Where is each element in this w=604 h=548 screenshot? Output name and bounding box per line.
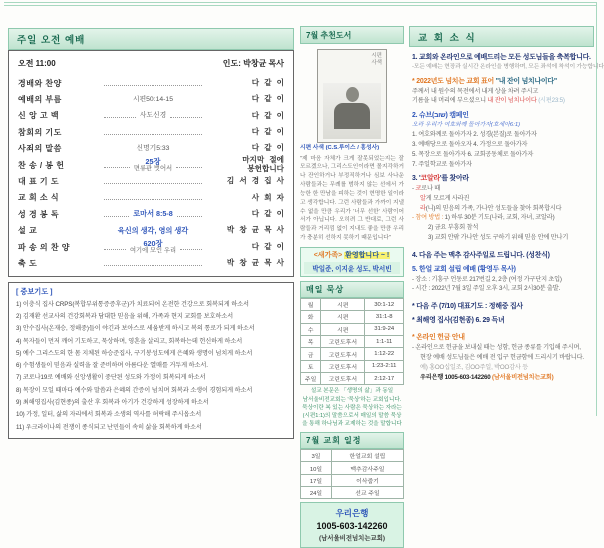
worship-leader: 인도: 박창균 목사: [222, 59, 284, 68]
offering-line-1: - 온라인으로 헌금을 보내실 때는 성함, 헌금 종류를 기입해 주시며,: [412, 344, 581, 352]
book-cover: [317, 49, 387, 143]
item-performer: 박 창 균 목 사: [226, 225, 284, 235]
baby-news: * 최해영 집사(김현종) 6. 29 득녀: [412, 317, 505, 325]
item-title: 설 교: [18, 226, 38, 236]
news-item-2-title: 2. 슈브(שוב) 캠페인: [412, 111, 469, 119]
item-title: 축 도: [18, 258, 38, 268]
item-performer: 다 같 이: [251, 208, 284, 218]
table-row: 화 시편 31:1-8: [301, 311, 404, 323]
item-title: 성 경 봉 독: [18, 209, 60, 219]
prayer-item: 1) 이충식 집사 CRPS(복합부위통증증후군)가 치료되어 온전한 건강으로 회복되게 하소서: [16, 300, 249, 308]
news-item-4-title: 4. 다음 주는 맥추 감사주일로 드립니다. (성찬식): [412, 251, 550, 259]
bank-name: 우리은행: [335, 508, 369, 519]
join-method-line-3: 3) 교회 안팎 가나안 성도 구하기 위해 믿음 안에 만나기: [428, 234, 569, 242]
worship-row: [18, 108, 284, 124]
top-rule: [4, 2, 596, 6]
item-performer: 다 같 이: [251, 77, 284, 87]
prayer-item: 7) 코로나19로 예배와 신앙생활이 중단된 성도와 가정이 회복되게 하소서: [16, 374, 206, 382]
worship-time-row: [18, 56, 284, 75]
motto-verse-line1: 주께서 내 원수의 목전에서 내게 상을 차려 주시고: [412, 87, 539, 95]
item-performer: 다 같 이: [251, 94, 284, 104]
scripture-ref: 신명기5:33: [136, 145, 170, 153]
offering-example: 예) 홍OO십일조, 김OO주일, 박OO감사 등: [420, 364, 528, 371]
dotted-leader: [104, 117, 136, 118]
worship-row: [18, 91, 284, 107]
item-performer: 박 창 균 목 사: [226, 258, 284, 268]
item-title: 찬 송 / 봉 헌: [18, 160, 65, 170]
worship-row: [18, 173, 284, 189]
worship-row: [18, 190, 284, 206]
table-row: 10일 맥추감사주일: [301, 462, 404, 474]
sermon-title: 육신의 생각, 영의 생각: [117, 225, 189, 235]
worship-row: [18, 223, 284, 239]
table-row: 토 고린도후서 1:23-2:11: [301, 360, 404, 372]
koala-line-2: 알게 모르게 사라진: [420, 194, 470, 202]
worship-row: [18, 255, 284, 271]
prayer-item: 5) 예수 그리스도의 한 몸 지체된 하승준집사, 구기봉성도에게 은혜와 생명이 넘치게 하소서: [16, 349, 253, 357]
offering-line-2: 현장 예배 성도님들은 예배 전 입구 헌금함에 드리시기 바랍니다.: [420, 354, 584, 362]
table-row: 수 시편 31:9-24: [301, 323, 404, 335]
author-photo: [323, 83, 381, 139]
prayer-item: 11) 우크라이나의 전쟁이 종식되고 난민들이 속히 삶을 회복하게 하소서: [16, 423, 202, 431]
item-performer: 다 같 이: [251, 241, 284, 251]
join-method-line-1: - 참여 방법 : 1) 하루 30분 기도(나라, 교회, 자녀, 코알라): [412, 214, 555, 222]
campaign-line: 3. 예배당으로 돌아오자 4. 가정으로 돌아가자: [412, 140, 528, 148]
dotted-leader: [104, 134, 153, 135]
dotted-leader: [104, 167, 130, 168]
church-news-column: [409, 26, 604, 548]
campaign-line: 7. 주일학교로 돌아가자: [412, 160, 472, 168]
item-title: 신 앙 고 백: [18, 111, 60, 121]
prayer-item: 3) 안수집사(온재승, 정해중)들이 야긴과 보아스로 세움받게 하시고 복의 통로가 되게 하소서: [16, 325, 255, 333]
right-page: [300, 26, 604, 548]
item-title: 예배의 부름: [18, 95, 62, 105]
hymn-title: 면류관 벗어서: [133, 164, 173, 172]
item-performer: 김 서 경 집 사: [226, 176, 284, 186]
join-method-line-2: 2) 금요 부흥회 참석: [428, 224, 479, 232]
offering-account-line: 우리은행 1005-603-142260 (남서울비전넘치는교회): [420, 373, 554, 381]
creed-name: 사도신경: [139, 112, 167, 120]
item-title: 파 송 의 찬 양: [18, 242, 71, 252]
news-item-3-title: 3. '코알라'를 찾아라: [412, 175, 469, 183]
dotted-leader: [104, 183, 153, 184]
table-row: 주일 고린도후서 2:12-17: [301, 373, 404, 385]
bank-info-box: [300, 502, 404, 548]
prayer-item: 8) 목장이 모일 때마다 예수와 말씀과 은혜의 간증이 넘치며 회복과 소생이 경험되게 하소서: [16, 386, 253, 394]
news-item-5-place: - 장소 : 기흥구 언동로 217번길 2, 2층 (여정 가구단지 초입): [412, 275, 562, 283]
new-family-box: [300, 247, 404, 277]
news-item-5-time: - 시간 : 2022년 7월 3일 주일 오후 3시, 교회 2시30분 출발.: [412, 285, 560, 293]
bank-account-holder: (남서울비전넘치는교회): [319, 535, 385, 543]
scripture-ref: 로마서 8:5-8: [133, 209, 173, 219]
item-title: 교 회 소 식: [18, 193, 60, 203]
church-motto: * 2022년도 넘치는 교회 표어 "내 잔이 넘치나이다": [412, 77, 557, 85]
left-page: [8, 28, 294, 439]
worship-header: 주일 오전 예배: [8, 28, 294, 50]
new-family-welcome: 환영합니다 ~ !: [345, 251, 390, 259]
dotted-leader: [104, 216, 129, 217]
bank-account-number: 1005-603-142260: [316, 521, 388, 532]
book-caption: 시편 사색 (C.S.루이스 / 홍성사): [300, 145, 380, 151]
item-title: 대 표 기 도: [18, 177, 60, 187]
worship-order-box: [8, 50, 294, 277]
sidebar-recommended-books: [300, 26, 404, 548]
table-row: 17일 이삭줍기: [301, 474, 404, 486]
intercession-box: [8, 282, 294, 439]
schedule-table: [300, 449, 404, 500]
dotted-leader: [104, 199, 153, 200]
prayer-item: 10) 가정, 일터, 삶의 자리에서 회복과 소생의 역사를 허락해 주시옵소서: [16, 411, 202, 419]
table-row: 목 고린도후서 1:1-11: [301, 335, 404, 347]
table-row: 3일 한얼교회 설립: [301, 449, 404, 461]
koala-line-3: 라(니)의 믿음의 가족, 가나안 성도들을 찾아 회복합시다: [420, 204, 562, 212]
next-week-prayer: * 다음 주 (7/10) 대표기도 : 정해중 집사: [412, 302, 523, 310]
prayer-item: 6) 수험생들이 믿음과 실력을 잘 준비하며 아름다운 열매를 거두게 하소서.: [16, 362, 208, 370]
hymn-number: 25장: [145, 156, 161, 166]
worship-row: [18, 124, 284, 140]
worship-time: 오전 11:00: [18, 59, 56, 68]
worship-row: [18, 75, 284, 91]
dotted-leader: [104, 265, 153, 266]
author-head-silhouette: [346, 87, 359, 102]
devotion-header: 매일 묵상: [300, 281, 404, 298]
worship-row: [18, 239, 284, 255]
item-performer: 마지막 절에 봉헌합니다: [242, 155, 284, 174]
book-quote: "제 마음 자체가 크게 잘못되었는지는 잘 모르겠으나, 그리스도인이라면 몰지각하거나 잔인하거나 부정직하거나 심보 사나운 사람들과는 무례를 범하지 않는 선에서 가능한 한 만남을 피하는 것이 현명한 일이라고 생각합니다. 그런 사람들과 가까이 지낼 수 없을 만큼 우리가 '너무 선한' 사람이어서가 아닙니다. 오히려 그 반대로, 그런 사람들과 거리낌 없이 지내도 좋을 만큼 우리가 충분히 선하지 못하기 때문입니다": [300, 155, 404, 241]
devotion-note: 설교 본문은 「생명의 삶」과 동일 남서울비전교회는 '묵상'하는 교회입니다. 묵상이란 복 있는 사람은 묵상하는 자라는 (시편1:1)의 말씀으로서 매일의 말씀 묵상 을 통해 하나님과 교제하는 것을 말합니다: [302, 388, 402, 427]
prayer-item: 9) 최해영집사(김현종)의 출산 후 회복과 아기가 건강하게 성장하게 하소서: [16, 398, 209, 406]
table-row: 월 시편 30:1-12: [301, 298, 404, 310]
news-item-1-sub: -모든 예배는 현장과 실시간 온라인을 병행하며, 모든 좌석에 착석이 가능합니다: [412, 63, 604, 70]
author-body-silhouette: [334, 103, 370, 129]
item-title: 경배와 찬양: [18, 78, 62, 88]
item-performer: 사 회 자: [251, 192, 284, 202]
item-performer: 다 같 이: [251, 110, 284, 120]
campaign-line: 5. 목장으로 돌아가자 6. 교회공동체로 돌아가자: [412, 150, 534, 158]
table-row: 24일 선교 주일: [301, 487, 404, 499]
book-cover-title: 시편 사색: [371, 53, 382, 67]
campaign-line: 1. 여호와께로 돌아가자 2. 성경(본질)로 돌아가자: [412, 131, 537, 139]
news-header: 교 회 소 식: [409, 26, 594, 47]
item-title: 사죄의 말씀: [18, 144, 62, 154]
worship-row: [18, 206, 284, 222]
table-row: 금 고린도후서 1:12-22: [301, 348, 404, 360]
item-performer: 다 같 이: [251, 127, 284, 136]
news-item-1-title: 1. 교회와 온라인으로 예배드리는 모든 성도님들을 축복합니다.: [412, 54, 591, 61]
koala-line-1: - 코로나 때: [412, 184, 441, 192]
online-offering-title: * 온라인 헌금 안내: [412, 334, 465, 342]
scripture-ref: 시편50:14-15: [133, 95, 173, 103]
news-item-2-verse: 오라 우리가 여호와께 돌아가자(호세아6:1): [412, 121, 521, 128]
dotted-leader: [104, 85, 153, 86]
prayer-item: 2) 김재환 선교사의 건강회복과 담대한 믿음을 위해, 가족과 현지 교회를 보호하소서: [16, 312, 234, 320]
hymn-title: 여기에 모인 우리: [129, 246, 177, 254]
new-family-names: 박일준, 이지윤 성도, 박서빈: [304, 262, 400, 274]
item-performer: 다 같 이: [251, 143, 284, 153]
devotion-table: [300, 298, 404, 386]
schedule-header: 7월 교회 일정: [300, 432, 404, 449]
books-header: 7월 추천도서: [300, 26, 404, 44]
hymn-number: 620장: [143, 238, 163, 248]
worship-row: [18, 157, 284, 173]
dotted-leader: [104, 249, 126, 250]
news-item-5-title: 5. 한얼 교회 설립 예배 (황영두 목사): [412, 265, 516, 273]
intercession-title: [ 중보기도 ]: [16, 286, 53, 296]
new-family-label: <새가족>: [313, 251, 343, 259]
prayer-item: 4) 목자들이 먼저 깨어 기도하고, 묵상하며, 영혼을 살리고, 회복하는데 헌신하게 하소서: [16, 337, 243, 345]
motto-verse-line2: 기름을 내 머리에 부으셨으니 내 잔이 넘치나이다 (시편23:5): [412, 97, 565, 105]
item-title: 참회의 기도: [18, 127, 62, 137]
